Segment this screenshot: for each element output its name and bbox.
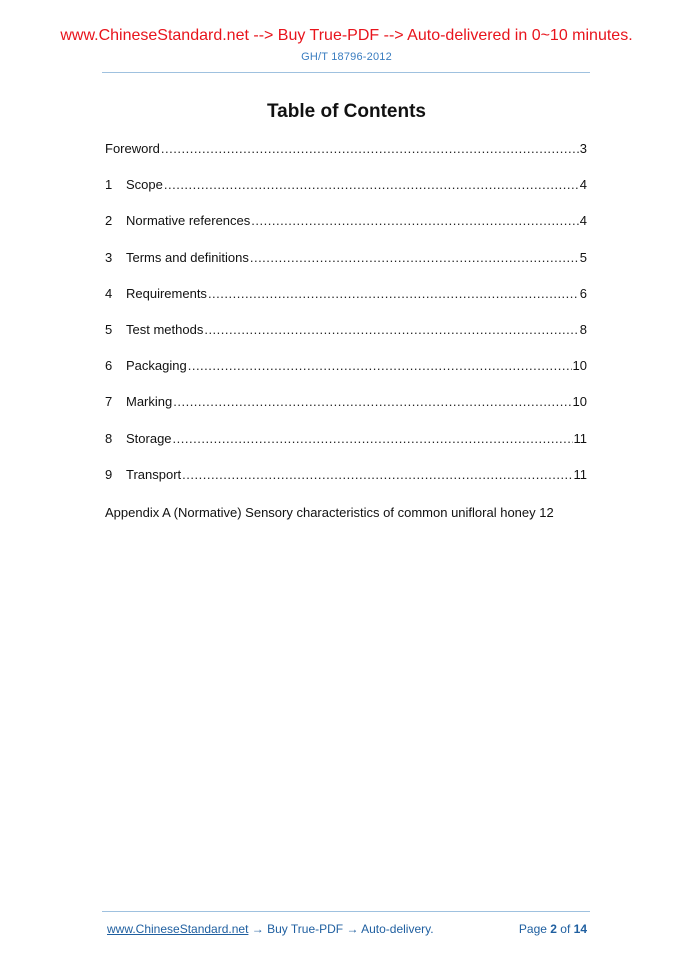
toc-entry-test-methods[interactable] — [105, 322, 587, 340]
toc-entry-storage[interactable] — [105, 431, 587, 449]
toc-leader-dots — [173, 431, 573, 446]
toc-entry-page: 3 — [579, 141, 587, 156]
page-prefix: Page — [518, 922, 551, 936]
toc-entry-number: 6 — [105, 358, 113, 374]
toc-entry-page: 10 — [572, 394, 587, 410]
toc-entry-number: 5 — [105, 321, 113, 337]
toc-entry-terms-and-definitions[interactable] — [105, 250, 587, 268]
toc-entry-marking[interactable] — [105, 394, 587, 412]
toc-entry-page: 5 — [579, 249, 587, 265]
page-total: 14 — [573, 922, 587, 936]
toc-leader-dots — [188, 358, 572, 373]
page-indicator — [519, 922, 587, 936]
toc-entry-number: 9 — [105, 466, 113, 482]
header-divider — [102, 72, 590, 73]
toc-entry-label: Terms and definitions — [126, 249, 249, 265]
toc-entry-page: 8 — [579, 321, 587, 337]
toc-entry-label: Requirements — [126, 285, 207, 301]
toc-leader-dots — [161, 141, 579, 156]
toc-leader-dots — [164, 177, 579, 192]
footer-promo-text: → Buy True-PDF → Auto-delivery. — [248, 922, 434, 936]
page-separator: of — [556, 922, 574, 936]
toc-entry-label: Test methods — [126, 321, 204, 337]
toc-title: Table of Contents — [266, 101, 427, 122]
toc-leader-dots — [182, 467, 572, 482]
toc-entry-label: Storage — [126, 430, 172, 446]
toc-entry-transport[interactable] — [105, 467, 587, 485]
toc-entry-scope[interactable] — [105, 177, 587, 195]
toc-entry-page: 11 — [573, 466, 587, 482]
toc-entry-label: Scope — [126, 177, 163, 193]
toc-leader-dots — [208, 286, 579, 301]
toc-entry-number: 7 — [105, 394, 113, 410]
toc-leader-dots — [251, 213, 578, 228]
toc-entry-requirements[interactable] — [105, 286, 587, 304]
toc-entry-label: Packaging — [126, 358, 187, 374]
toc-entry-label: Marking — [126, 394, 173, 410]
toc-entry-foreword[interactable] — [105, 141, 587, 159]
footer-promo — [107, 922, 434, 936]
document-number: GH/T 18796-2012 — [301, 51, 392, 63]
toc-entry-label: Transport — [126, 466, 182, 482]
toc-leader-dots — [204, 322, 578, 337]
toc-list — [105, 141, 587, 503]
toc-entry-page: 6 — [579, 285, 587, 301]
banner-text: www.ChineseStandard.net --> Buy True-PDF --> Auto-delivered in 0~10 minutes. — [60, 27, 633, 44]
toc-entry-number: 1 — [105, 177, 113, 193]
toc-entry-number: 2 — [105, 213, 113, 229]
toc-entry-number: 8 — [105, 430, 113, 446]
footer-divider — [102, 911, 590, 912]
toc-entry-page: 10 — [572, 358, 587, 374]
toc-leader-dots — [250, 250, 579, 265]
toc-entry-page: 4 — [579, 213, 587, 229]
toc-entry-appendix-a[interactable]: Appendix A (Normative) Sensory characteristics of common unifloral honey 12 — [105, 505, 554, 520]
toc-leader-dots — [173, 394, 571, 409]
toc-entry-page: 11 — [573, 430, 587, 446]
toc-entry-label: Normative references — [126, 213, 251, 229]
toc-entry-normative-references[interactable] — [105, 213, 587, 231]
toc-entry-number: 4 — [105, 285, 113, 301]
page-current: 2 — [550, 922, 557, 936]
footer-website-link[interactable]: www.ChineseStandard.net — [107, 922, 249, 936]
toc-entry-number: 3 — [105, 249, 113, 265]
page-footer — [107, 922, 587, 936]
toc-entry-page: 4 — [579, 177, 587, 193]
toc-entry-label: Foreword — [105, 141, 160, 156]
toc-entry-packaging[interactable] — [105, 358, 587, 376]
